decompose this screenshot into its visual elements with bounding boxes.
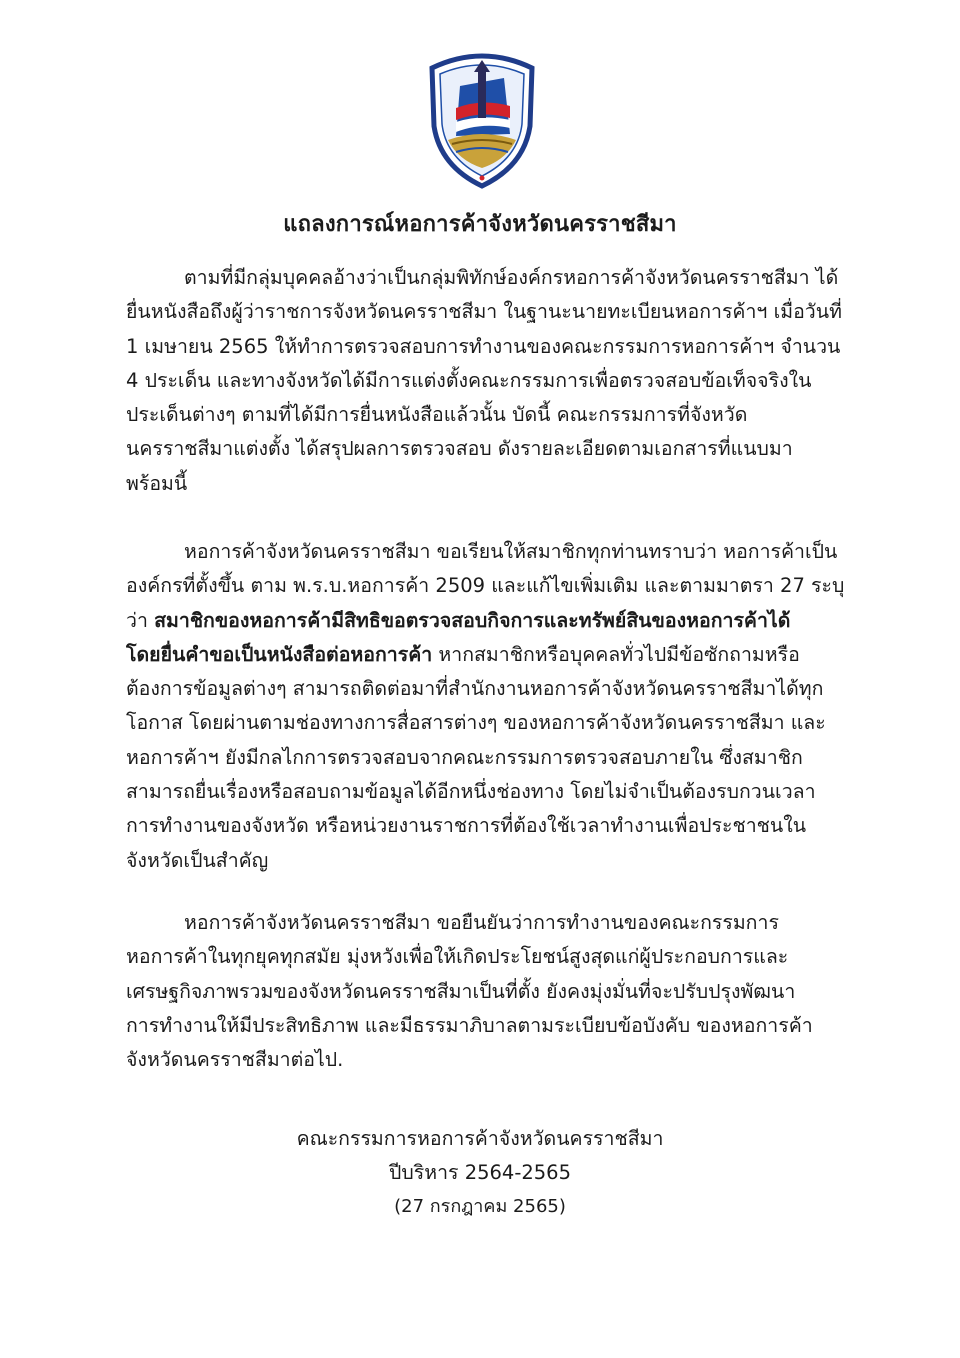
paragraph-text: หากสมาชิกหรือบุคคลทั่วไปมีข้อซักถามหรือ [432, 642, 800, 666]
paragraph-line: สามารถยื่นเรื่องหรือสอบถามข้อมูลได้อีกหนึ่งช่องทาง โดยไม่จำเป็นต้องรบกวนเวลา [126, 780, 816, 804]
paragraph-line: พร้อมนี้ [126, 471, 188, 495]
paragraph-1 [126, 261, 858, 501]
paragraph-line: 4 ประเด็น และทางจังหวัดได้มีการแต่งตั้งคณะกรรมการเพื่อตรวจสอบข้อเท็จจริงใน [126, 368, 812, 392]
paragraph-line: ต้องการข้อมูลต่างๆ สามารถติดต่อมาที่สำนักงานหอการค้าจังหวัดนครราชสีมาได้ทุก [126, 677, 824, 701]
paragraph-text: ว่า [126, 608, 155, 632]
paragraph-line: การทำงานของจังหวัด หรือหน่วยงานราชการที่ต้องใช้เวลาทำงานเพื่อประชาชนใน [126, 814, 807, 838]
paragraph-line [126, 604, 858, 638]
paragraph-line: โอกาส โดยผ่านตามช่องทางการสื่อสารต่างๆ ของหอการค้าจังหวัดนครราชสีมา และ [126, 711, 826, 735]
paragraph-line: ยื่นหนังสือถึงผู้ว่าราชการจังหวัดนครราชสีมา ในฐานะนายทะเบียนหอการค้าฯ เมื่อวันที่ [126, 300, 842, 324]
paragraph-line: การทำงานให้มีประสิทธิภาพ และมีธรรมาภิบาลตามระเบียบข้อบังคับ ของหอการค้า [126, 1013, 813, 1037]
member-rights-emphasis: สมาชิกของหอการค้ามีสิทธิขอตรวจสอบกิจการและทรัพย์สินของหอการค้าได้ [154, 608, 791, 632]
chamber-of-commerce-logo [426, 48, 538, 190]
member-rights-emphasis: โดยยื่นคำขอเป็นหนังสือต่อหอการค้า [126, 642, 433, 666]
paragraph-line [126, 638, 858, 672]
paragraph-line: เศรษฐกิจภาพรวมของจังหวัดนครราชสีมาเป็นที่ตั้ง ยังคงมุ่งมั่นที่จะปรับปรุงพัฒนา [126, 979, 796, 1003]
signature-block [0, 1122, 960, 1224]
paragraph-line: องค์กรที่ตั้งขึ้น ตาม พ.ร.บ.หอการค้า 2509 และแก้ไขเพิ่มเติม และตามมาตรา 27 ระบุ [126, 574, 845, 598]
paragraph-line: ตามที่มีกลุ่มบุคคลอ้างว่าเป็นกลุ่มพิทักษ์องค์กรหอการค้าจังหวัดนครราชสีมา ได้ [184, 266, 839, 289]
committee-name: คณะกรรมการหอการค้าจังหวัดนครราชสีมา [296, 1127, 664, 1150]
administrative-term: ปีบริหาร 2564-2565 [389, 1161, 571, 1184]
paragraph-2 [126, 535, 858, 878]
paragraph-line: หอการค้าจังหวัดนครราชสีมา ขอยืนยันว่าการทำงานของคณะกรรมการ [184, 911, 779, 934]
paragraph-line: หอการค้าในทุกยุคทุกสมัย มุ่งหวังเพื่อให้เกิดประโยชน์สูงสุดแก่ผู้ประกอบการและ [126, 945, 789, 969]
paragraph-line: จังหวัดนครราชสีมาต่อไป. [126, 1048, 344, 1072]
paragraph-line: หอการค้าฯ ยังมีกลไกการตรวจสอบจากคณะกรรมการตรวจสอบภายใน ซึ่งสมาชิก [126, 745, 803, 769]
paragraph-line: นครราชสีมาแต่งตั้ง ได้สรุปผลการตรวจสอบ ดังรายละเอียดตามเอกสารที่แนบมา [126, 437, 793, 461]
paragraph-3 [126, 906, 858, 1077]
paragraph-line: 1 เมษายน 2565 ให้ทำการตรวจสอบการทำงานของคณะกรรมการหอการค้าฯ จำนวน [126, 334, 841, 358]
paragraph-line: ประเด็นต่างๆ ตามที่ได้มีการยื่นหนังสือแล้วนั้น บัดนี้ คณะกรรมการที่จังหวัด [126, 403, 748, 427]
statement-date: (27 กรกฎาคม 2565) [394, 1196, 566, 1217]
paragraph-line: จังหวัดเป็นสำคัญ [126, 848, 269, 872]
statement-title: แถลงการณ์หอการค้าจังหวัดนครราชสีมา [283, 212, 677, 237]
paragraph-line: หอการค้าจังหวัดนครราชสีมา ขอเรียนให้สมาชิกทุกท่านทราบว่า หอการค้าเป็น [184, 540, 838, 563]
